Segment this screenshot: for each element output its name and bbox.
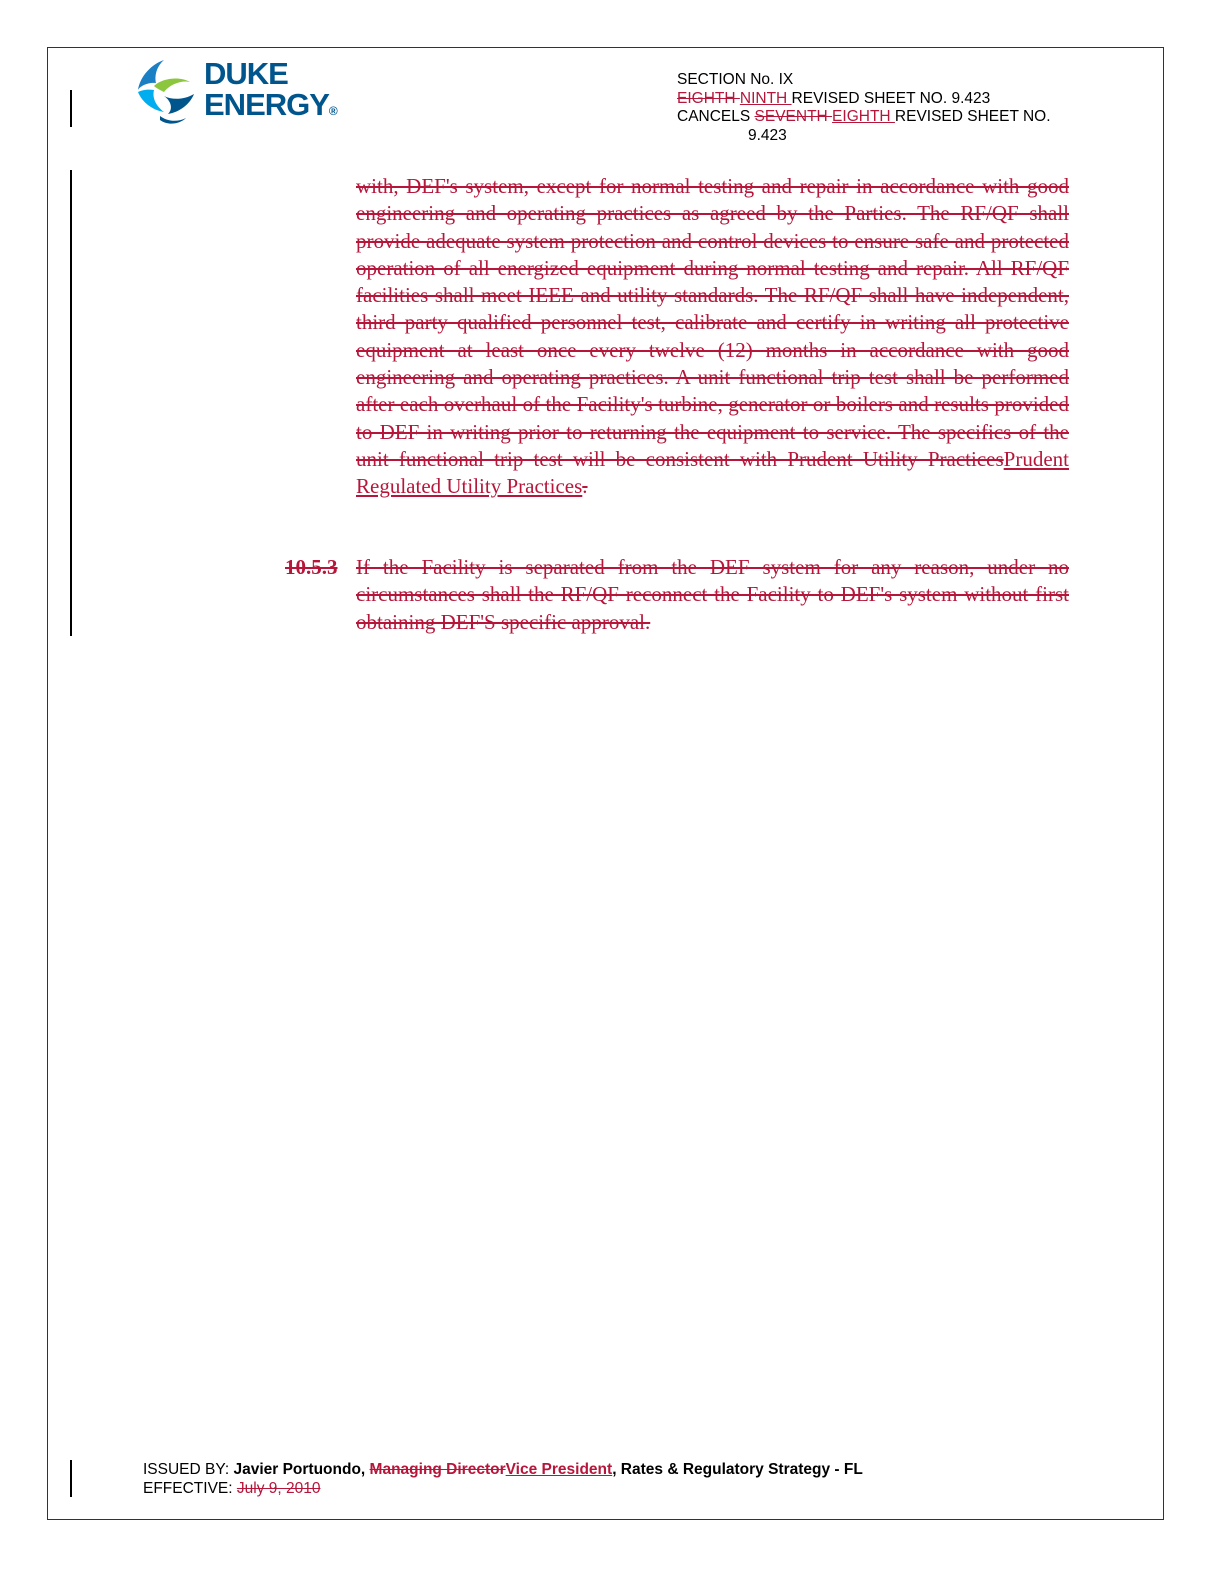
effective-line [143, 1479, 863, 1498]
sheet-header [677, 71, 1051, 145]
logo-line-energy [204, 89, 338, 127]
cancels-line [677, 108, 1051, 127]
duke-energy-logo-icon [134, 56, 200, 126]
issuance-footer [143, 1460, 863, 1498]
sheet-revision-line [677, 90, 1051, 109]
cancels-rest-text: REVISED SHEET NO. [894, 108, 1051, 125]
issuer-title-deleted: Managing Director [369, 1461, 506, 1478]
sheet-rest-text: REVISED SHEET NO. 9.423 [791, 89, 991, 107]
effective-label: EFFECTIVE: [143, 1480, 237, 1497]
logo-registered-mark: ® [328, 104, 338, 118]
issued-by-line [143, 1460, 863, 1479]
sheet-deleted-text: EIGHTH [677, 89, 740, 107]
issuer-department: , Rates & Regulatory Strategy - FL [612, 1461, 863, 1478]
paragraph-continuation [356, 173, 1069, 501]
section-10-5-3-paragraph [356, 554, 1069, 636]
change-bar-header [70, 90, 72, 127]
duke-energy-logo [134, 56, 344, 128]
issuer-title-inserted: Vice President [505, 1461, 613, 1478]
section-number: SECTION No. IX [677, 71, 794, 88]
issued-by-label: ISSUED BY: [143, 1461, 234, 1478]
logo-line-duke: DUKE [204, 56, 288, 91]
paragraph-end-deleted: . [582, 474, 588, 499]
cancels-inserted-text: EIGHTH [832, 108, 895, 125]
section-10-5-3-deleted-text: If the Facility is separated from the DEF system for any reason, under no circumstances shall the RF/QF reconnect the Facility to DEF's system without first obtaining DEF'S specific approval. [356, 555, 1069, 634]
cancels-prefix: CANCELS [677, 108, 755, 125]
section-10-5-3-number: 10.5.3 [285, 555, 338, 579]
issuer-name: Javier Portuondo, [233, 1461, 370, 1478]
change-bar-footer [70, 1460, 72, 1497]
paragraph-inserted-text: Prudent Regulated Utility Practices [356, 446, 1069, 499]
sheet-inserted-text: NINTH [739, 89, 792, 107]
logo-energy-text: ENERGY [204, 87, 329, 122]
cancels-sheet-number: 9.423 [748, 126, 787, 144]
cancels-deleted-text: SEVENTH [754, 108, 833, 125]
effective-date-deleted: July 9, 2010 [236, 1480, 321, 1497]
change-bar-body [70, 170, 72, 636]
paragraph-deleted-text: with, DEF's system, except for normal testing and repair in accordance with good engineering and operating practices as agreed by the Parties. The RF/QF shall provide adequate system protection and control devices to ensure safe and protected operation of all energized equipment during normal testing and repair. All RF/QF facilities shall meet IEEE and utility standards. The RF/QF shall have independent, third party qualified personnel test, calibrate and certify in writing all protective equipment at least once every twelve (12) months in accordance with good engineering and operating practices. A unit functional trip test shall be performed after each overhaul of the Facility's turbine, generator or boilers and results provided to DEF in writing prior to returning the equipment to service. The specifics of the unit functional trip test will be consistent with Prudent Utility Practices [356, 174, 1069, 471]
duke-energy-wordmark [204, 58, 338, 127]
